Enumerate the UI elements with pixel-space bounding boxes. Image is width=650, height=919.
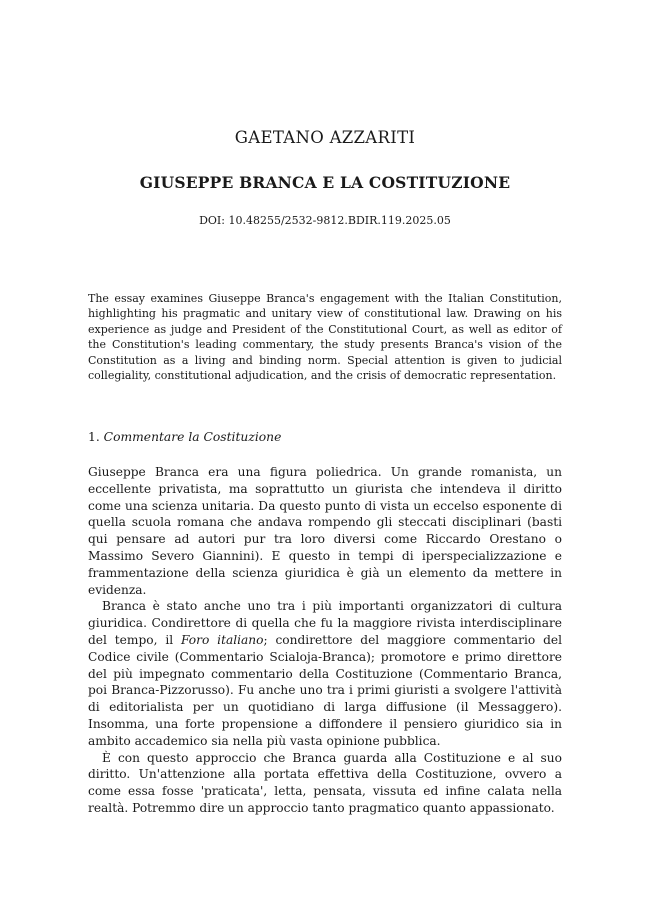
paragraph-2-part-a: Branca è stato anche uno tra i più importanti organizzatori di cultura giuridica. Condirettore di quella che fu la maggiore rivista interdisciplinare del tempo, il — [88, 599, 562, 647]
body-text — [88, 464, 562, 817]
article-title: GIUSEPPE BRANCA E LA COSTITUZIONE — [139, 173, 511, 192]
section-number: 1. — [88, 430, 100, 444]
abstract: The essay examines Giuseppe Branca's engagement with the Italian Constitution, highlighting his pragmatic and unitary view of constitutional law. Drawing on his experience as judge and President of the Constitutional Court, as well as editor of the Constitution's leading commentary, the study presents Branca's vision of the Constitution as a living and binding norm. Special attention is given to judicial collegiality, constitutional adjudication, and the crisis of democratic representation. — [88, 292, 562, 383]
section-title: Commentare la Costituzione — [103, 430, 282, 444]
paragraph-2-part-b: ; condirettore del maggiore commentario del Codice civile (Commentario Scialoja-Branca); promotore e primo direttore del più impegnato commentario della Costituzione (Commentario Branca, poi Branca-Pizzorusso). Fu anche uno tra i primi giuristi a svolgere l'attività di editorialista per un quotidiano di larga diffusione (il Messaggero). Insomma, una forte propensione a diffondere il pensiero giuridico sia in ambito accademico sia nella più vasta opinione pubblica. — [88, 632, 562, 748]
paragraph-3: È con questo approccio che Branca guarda alla Costituzione e al suo diritto. Un'attenzione alla portata effettiva della Costituzione, ovvero a come essa fosse 'praticata', letta, pensata, vissuta ed infine calata nella realtà. Potremmo dire un approccio tanto pragmatico quanto appassionato. — [88, 750, 562, 815]
section-heading — [88, 430, 281, 444]
doi: DOI: 10.48255/2532-9812.BDIR.119.2025.05 — [199, 214, 451, 227]
paragraph-2-italic: Foro italiano — [181, 632, 264, 647]
paragraph-2 — [88, 598, 562, 749]
author-name: GAETANO AZZARITI — [234, 128, 416, 147]
paragraph-1: Giuseppe Branca era una figura poliedrica. Un grande romanista, un eccellente privatista, ma soprattutto un giurista che intendeva il diritto come una scienza unitaria. Da questo punto di vista un eccelso esponente di quella scuola romana che andava rompendo gli steccati disciplinari (basti qui pensare ad autori pur tra loro diversi come Riccardo Orestano o Massimo Severo Giannini). E questo in tempi di iperspecializzazione e frammentazione della scienza giuridica è già un elemento da mettere in evidenza. — [88, 465, 562, 597]
